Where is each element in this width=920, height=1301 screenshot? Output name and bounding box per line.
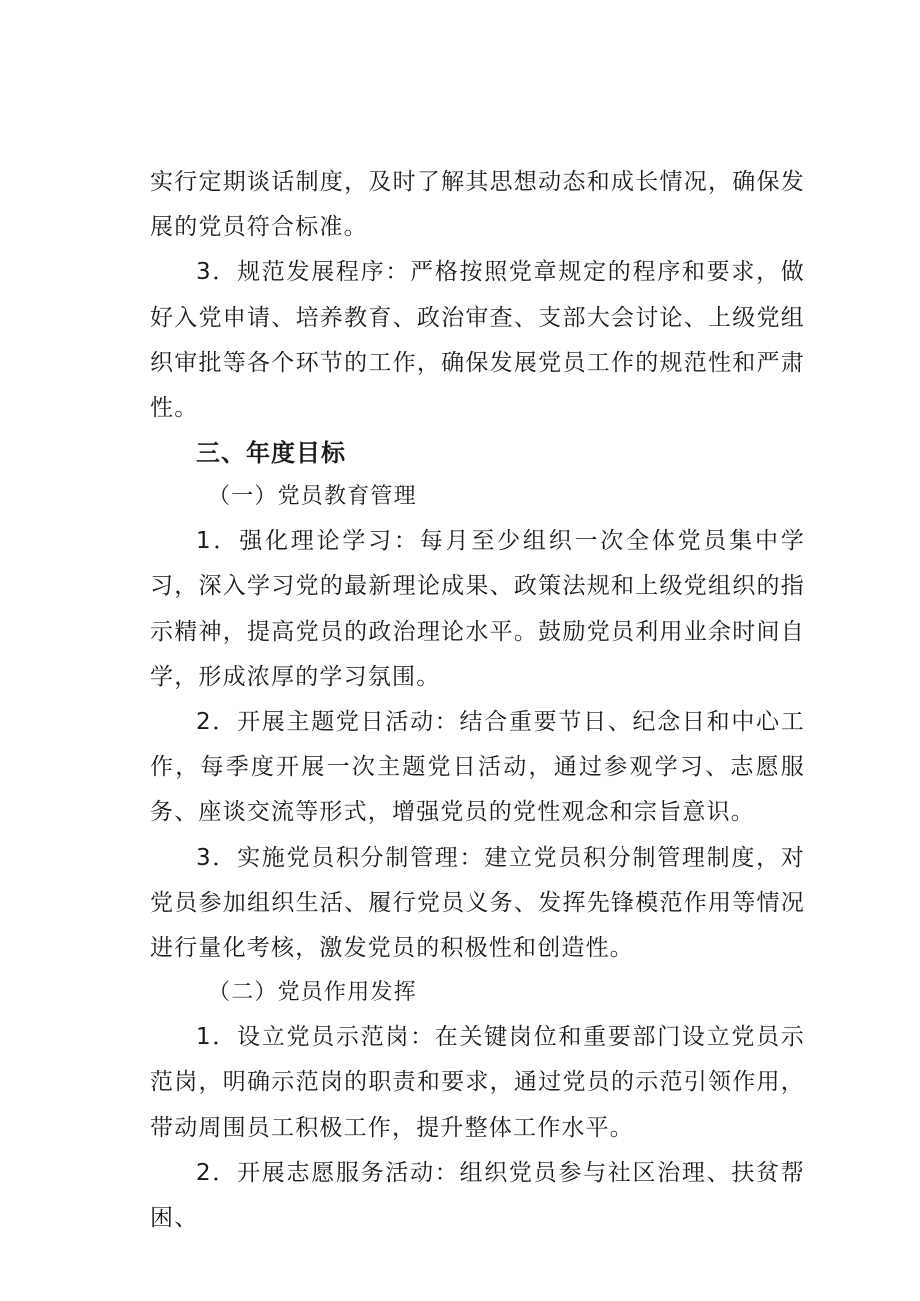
section-heading-annual-goals: 三、年度目标	[196, 439, 346, 468]
document-body	[150, 160, 805, 1241]
paragraph-item-volunteer: 2．开展志愿服务活动：组织党员参与社区治理、扶贫帮困、	[150, 1159, 805, 1232]
paragraph-item-theory-study: 1．强化理论学习：每月至少组织一次全体党员集中学习，深入学习党的最新理论成果、政策法规和上级党组织的指示精神，提高党员的政治理论水平。鼓励党员利用业余时间自学，形成浓厚的学习氛围。	[150, 528, 805, 690]
subsection-heading-role: （二）党员作用发挥	[208, 980, 417, 1006]
paragraph-continuation: 实行定期谈话制度，及时了解其思想动态和成长情况，确保发展的党员符合标准。	[150, 169, 805, 241]
paragraph-item-points-system: 3．实施党员积分制管理：建立党员积分制管理制度，对党员参加组织生活、履行党员义务、发挥先锋模范作用等情况进行量化考核，激发党员的积极性和创造性。	[150, 844, 805, 962]
paragraph-item-standardize-procedure: 3．规范发展程序：严格按照党章规定的程序和要求，做好入党申请、培养教育、政治审查、支部大会讨论、上级党组织审批等各个环节的工作，确保发展党员工作的规范性和严肃性。	[150, 259, 805, 422]
paragraph-item-theme-day: 2．开展主题党日活动：结合重要节日、纪念日和中心工作，每季度开展一次主题党日活动，通过参观学习、志愿服务、座谈交流等形式，增强党员的党性观念和宗旨意识。	[150, 709, 805, 826]
subsection-heading-education: （一）党员教育管理	[208, 484, 417, 510]
paragraph-item-model-post: 1．设立党员示范岗：在关键岗位和重要部门设立党员示范岗，明确示范岗的职责和要求，通过党员的示范引领作用，带动周围员工积极工作，提升整体工作水平。	[150, 1024, 805, 1141]
